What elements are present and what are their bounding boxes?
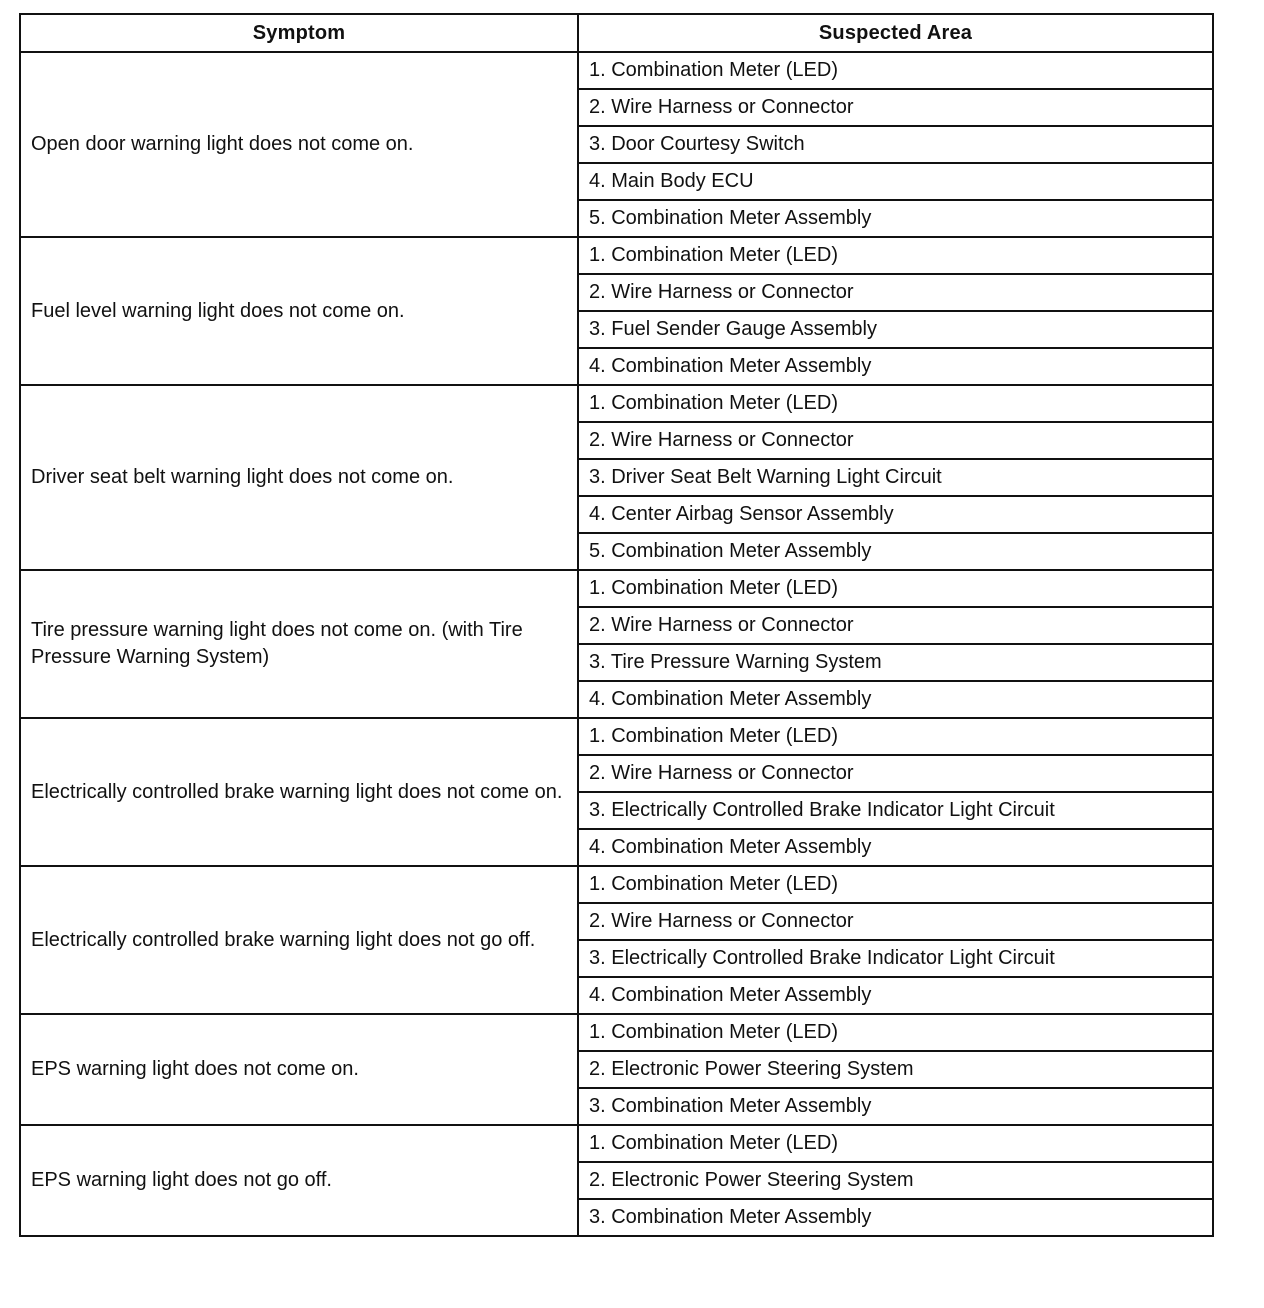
suspected-area-cell: 3. Combination Meter Assembly [578, 1199, 1213, 1236]
suspected-area-cell: 1. Combination Meter (LED) [578, 237, 1213, 274]
suspected-area-cell: 5. Combination Meter Assembly [578, 200, 1213, 237]
symptom-cell: Fuel level warning light does not come on. [20, 237, 578, 385]
table-row [20, 570, 1213, 607]
suspected-area-cell: 4. Center Airbag Sensor Assembly [578, 496, 1213, 533]
suspected-area-cell: 1. Combination Meter (LED) [578, 1014, 1213, 1051]
symptom-table [19, 13, 1214, 1237]
suspected-area-cell: 2. Wire Harness or Connector [578, 89, 1213, 126]
suspected-area-cell: 4. Combination Meter Assembly [578, 348, 1213, 385]
table-row [20, 52, 1213, 89]
suspected-area-cell: 3. Driver Seat Belt Warning Light Circuit [578, 459, 1213, 496]
table-body [20, 52, 1213, 1236]
suspected-area-cell: 5. Combination Meter Assembly [578, 533, 1213, 570]
suspected-area-column-header: Suspected Area [578, 14, 1213, 52]
suspected-area-cell: 4. Combination Meter Assembly [578, 829, 1213, 866]
symptom-column-header: Symptom [20, 14, 578, 52]
suspected-area-cell: 3. Electrically Controlled Brake Indicator Light Circuit [578, 792, 1213, 829]
suspected-area-cell: 1. Combination Meter (LED) [578, 52, 1213, 89]
suspected-area-cell: 3. Combination Meter Assembly [578, 1088, 1213, 1125]
suspected-area-cell: 4. Main Body ECU [578, 163, 1213, 200]
suspected-area-cell: 2. Wire Harness or Connector [578, 903, 1213, 940]
symptom-cell: EPS warning light does not go off. [20, 1125, 578, 1236]
suspected-area-cell: 1. Combination Meter (LED) [578, 1125, 1213, 1162]
suspected-area-cell: 1. Combination Meter (LED) [578, 570, 1213, 607]
suspected-area-cell: 3. Fuel Sender Gauge Assembly [578, 311, 1213, 348]
suspected-area-cell: 1. Combination Meter (LED) [578, 718, 1213, 755]
table-row [20, 718, 1213, 755]
suspected-area-cell: 2. Electronic Power Steering System [578, 1051, 1213, 1088]
suspected-area-cell: 2. Electronic Power Steering System [578, 1162, 1213, 1199]
suspected-area-cell: 1. Combination Meter (LED) [578, 866, 1213, 903]
suspected-area-cell: 2. Wire Harness or Connector [578, 422, 1213, 459]
suspected-area-cell: 3. Electrically Controlled Brake Indicator Light Circuit [578, 940, 1213, 977]
suspected-area-cell: 2. Wire Harness or Connector [578, 607, 1213, 644]
suspected-area-cell: 3. Tire Pressure Warning System [578, 644, 1213, 681]
symptom-cell: EPS warning light does not come on. [20, 1014, 578, 1125]
table-row [20, 385, 1213, 422]
header-row [20, 14, 1213, 52]
suspected-area-cell: 4. Combination Meter Assembly [578, 977, 1213, 1014]
table-row [20, 1014, 1213, 1051]
symptom-cell: Driver seat belt warning light does not come on. [20, 385, 578, 570]
suspected-area-cell: 2. Wire Harness or Connector [578, 274, 1213, 311]
suspected-area-cell: 2. Wire Harness or Connector [578, 755, 1213, 792]
suspected-area-cell: 1. Combination Meter (LED) [578, 385, 1213, 422]
suspected-area-cell: 4. Combination Meter Assembly [578, 681, 1213, 718]
symptom-cell: Open door warning light does not come on. [20, 52, 578, 237]
symptom-cell: Electrically controlled brake warning light does not go off. [20, 866, 578, 1014]
table-row [20, 237, 1213, 274]
table-row [20, 1125, 1213, 1162]
table-row [20, 866, 1213, 903]
suspected-area-cell: 3. Door Courtesy Switch [578, 126, 1213, 163]
symptom-cell: Electrically controlled brake warning light does not come on. [20, 718, 578, 866]
symptom-cell: Tire pressure warning light does not come on. (with Tire Pressure Warning System) [20, 570, 578, 718]
